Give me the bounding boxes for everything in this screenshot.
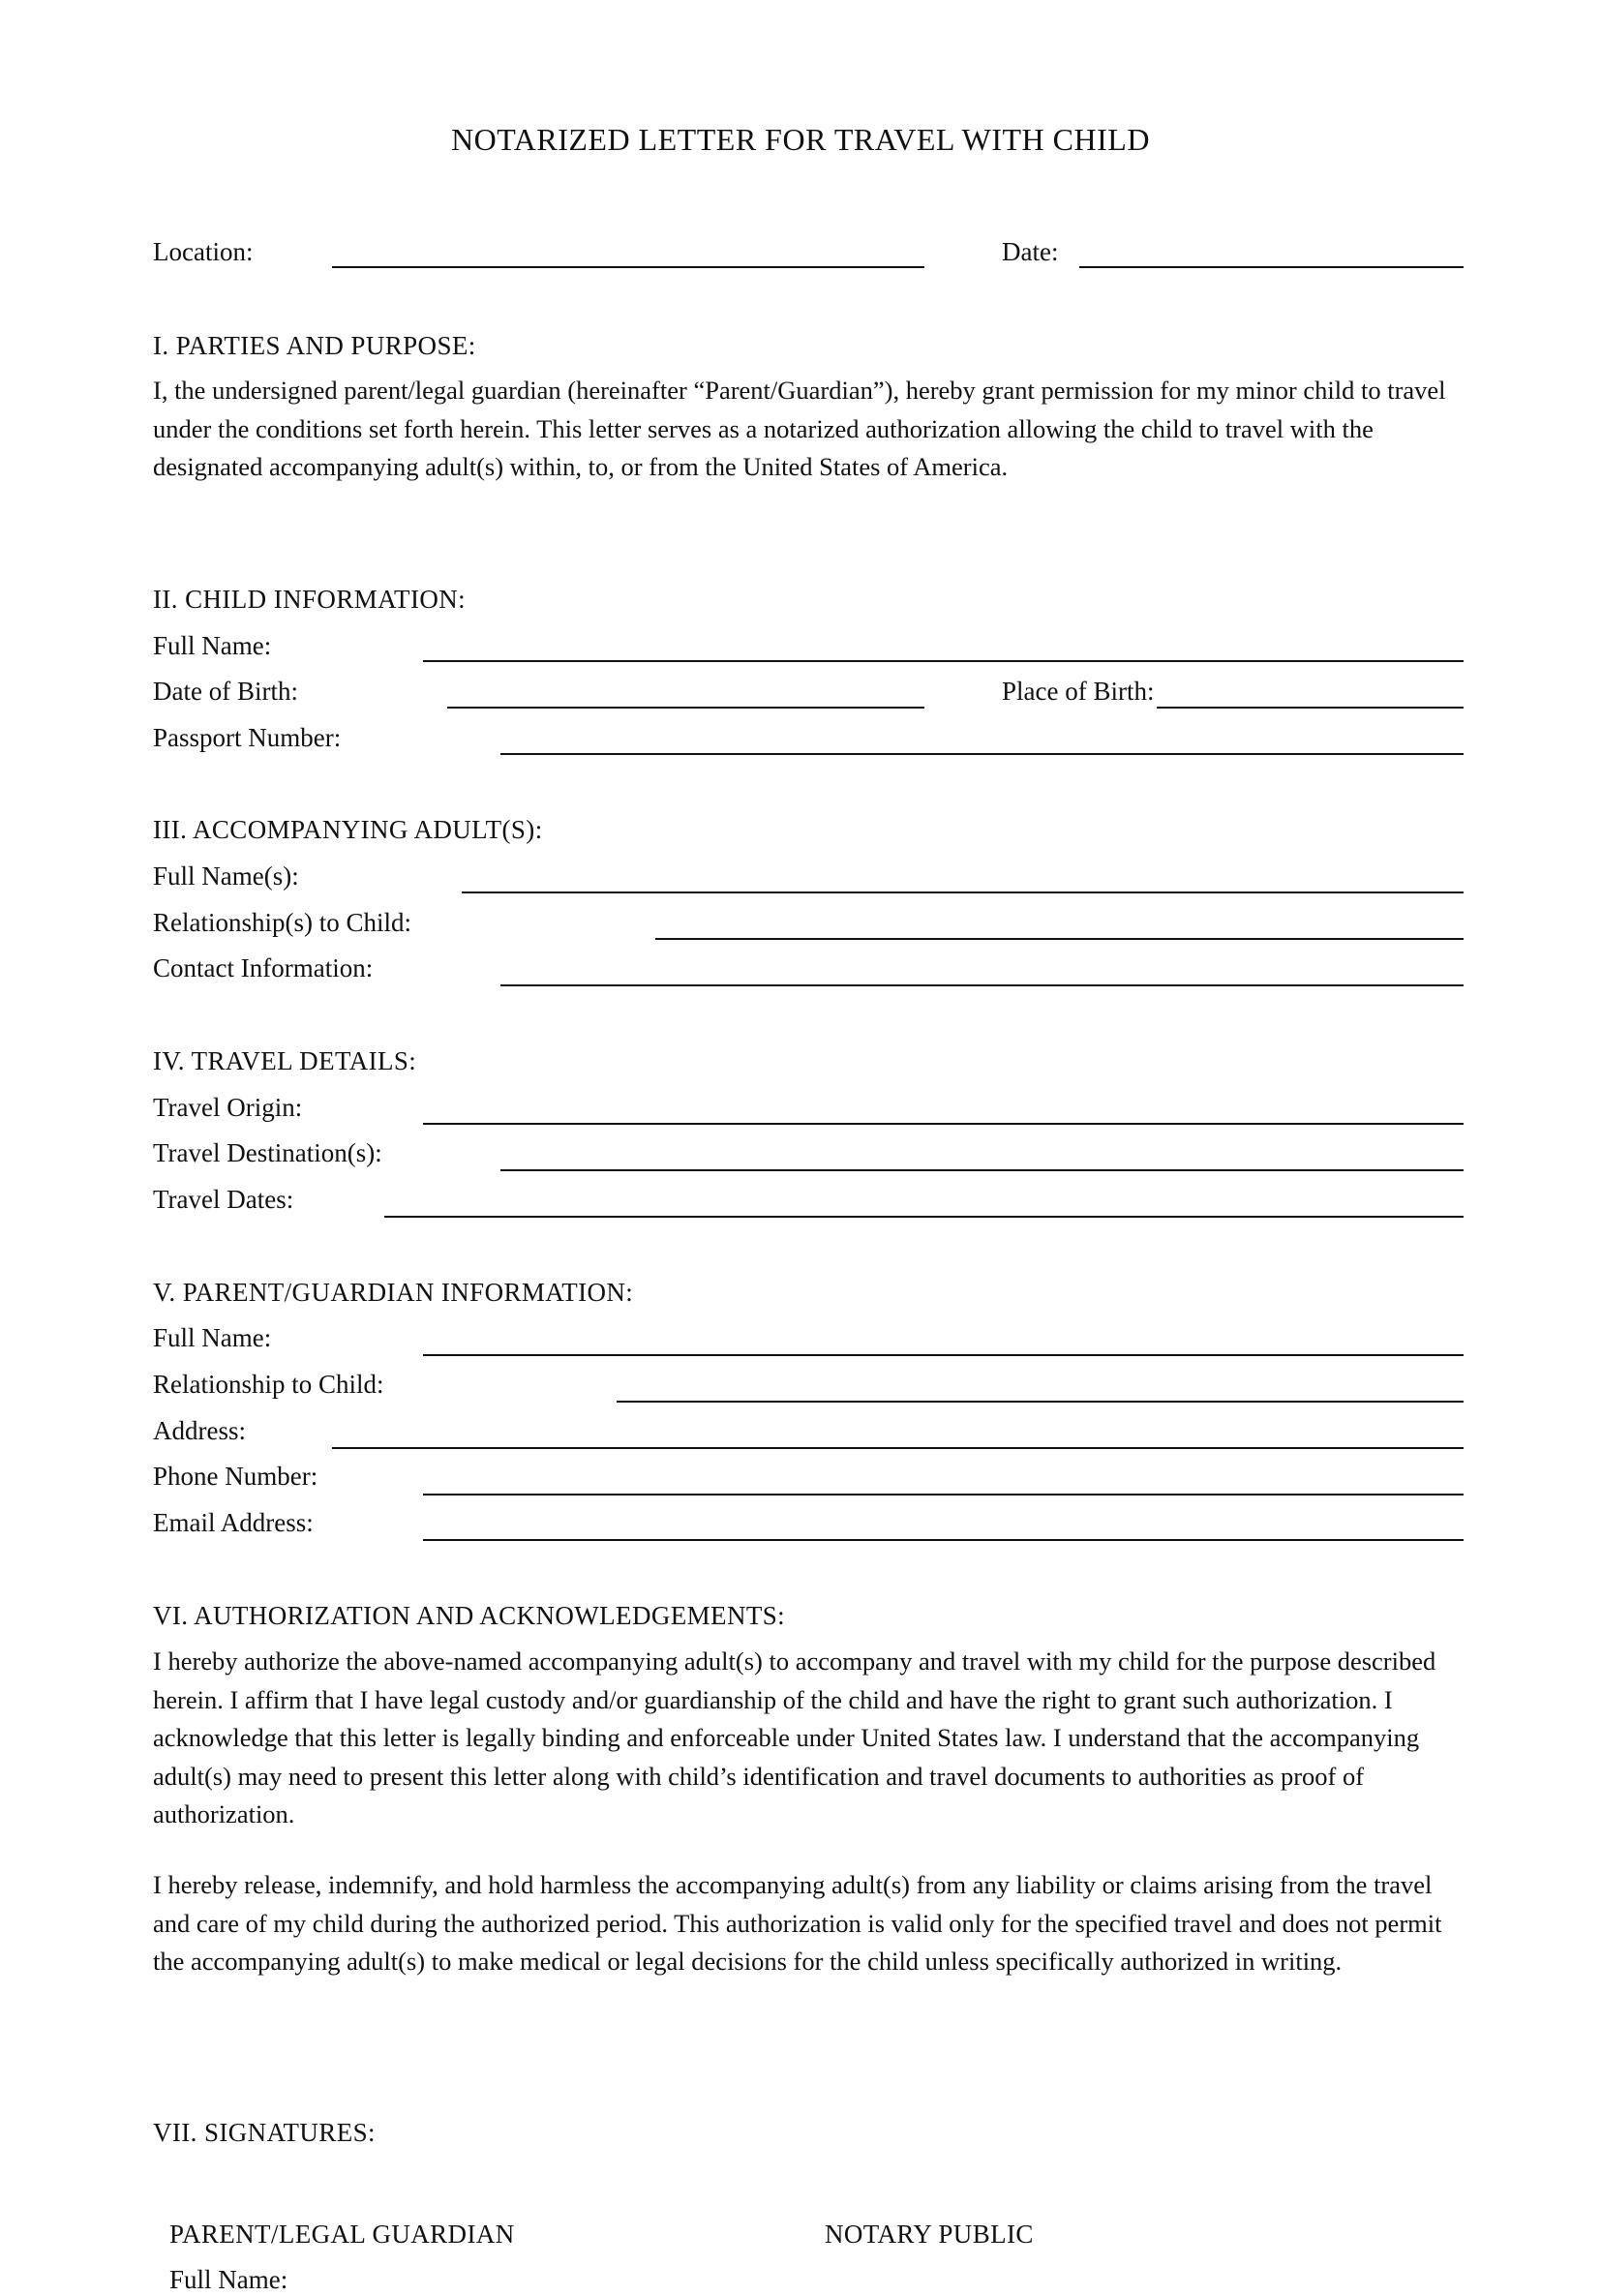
location-label: Location: [153,237,254,266]
parent-full-name-label: Full Name: [153,1323,272,1352]
authorization-paragraph-1: I hereby authorize the above-named accompanying adult(s) to accompany and travel with my child for the purpose described herein. I affirm that I have legal custody and/or guardianship of the child and have the right to grant such authorization. I acknowledge that this letter is legally binding and enforceable under United States law. I understand that the accompanying adult(s) may need to present this letter along with child’s identification and travel documents to authorities as proof of authorization. [153,1646,1436,1828]
adults-relationship-label: Relationship(s) to Child: [153,908,411,937]
travel-destination-label: Travel Destination(s): [153,1138,382,1167]
parent-address-field[interactable] [332,1447,1464,1449]
parent-address-label: Address: [153,1416,246,1445]
parent-signature-heading: PARENT/LEGAL GUARDIAN [169,2220,515,2249]
child-pob-field[interactable] [1157,707,1464,709]
section-travel-heading: IV. TRAVEL DETAILS: [153,1046,417,1075]
travel-origin-label: Travel Origin: [153,1093,303,1122]
signature-full-name-label: Full Name: [169,2265,288,2294]
child-full-name-label: Full Name: [153,631,272,660]
parent-phone-field[interactable] [423,1494,1464,1495]
child-passport-field[interactable] [500,753,1464,755]
travel-destination-field[interactable] [500,1169,1464,1171]
parent-email-field[interactable] [423,1539,1464,1541]
child-passport-label: Passport Number: [153,723,342,752]
date-label: Date: [1002,237,1059,266]
section-parties-body: I, the undersigned parent/legal guardian (hereinafter “Parent/Guardian”), hereby grant permission for my minor child to travel under the conditions set forth herein. This letter serves as a notarized authorization allowing the child to travel with the designated accompanying adult(s) within, to, or from the United States of America. [153,376,1446,481]
adults-relationship-field[interactable] [655,938,1464,940]
section-signatures-heading: VII. SIGNATURES: [153,2118,376,2147]
adults-full-names-label: Full Name(s): [153,861,299,891]
parent-relationship-field[interactable] [617,1401,1464,1403]
travel-dates-field[interactable] [384,1216,1464,1218]
parent-relationship-label: Relationship to Child: [153,1370,384,1399]
section-child-heading: II. CHILD INFORMATION: [153,585,467,614]
date-field[interactable] [1079,266,1464,268]
travel-origin-field[interactable] [423,1123,1464,1125]
travel-dates-label: Travel Dates: [153,1185,294,1214]
section-authorization-heading: VI. AUTHORIZATION AND ACKNOWLEDGEMENTS: [153,1601,786,1630]
child-pob-label: Place of Birth: [1002,677,1155,706]
parent-phone-label: Phone Number: [153,1462,318,1491]
adults-full-names-field[interactable] [462,891,1464,893]
document-title: NOTARIZED LETTER FOR TRAVEL WITH CHILD [451,122,1150,157]
notary-signature-heading: NOTARY PUBLIC [825,2220,1034,2249]
section-parties-heading: I. PARTIES AND PURPOSE: [153,331,476,360]
adults-contact-label: Contact Information: [153,953,374,982]
section-adults-heading: III. ACCOMPANYING ADULT(S): [153,815,543,844]
parent-full-name-field[interactable] [423,1354,1464,1356]
location-field[interactable] [332,266,924,268]
section-parent-heading: V. PARENT/GUARDIAN INFORMATION: [153,1278,634,1307]
child-dob-label: Date of Birth: [153,677,298,706]
adults-contact-field[interactable] [500,984,1464,986]
authorization-paragraph-2: I hereby release, indemnify, and hold harmless the accompanying adult(s) from any liability or claims arising from the travel and care of my child during the authorized period. This authorization is valid only for the specified travel and does not permit the accompanying adult(s) to make medical or legal decisions for the child unless specifically authorized in writing. [153,1870,1442,1976]
child-dob-field[interactable] [447,707,924,709]
parent-email-label: Email Address: [153,1508,314,1537]
child-full-name-field[interactable] [423,660,1464,662]
